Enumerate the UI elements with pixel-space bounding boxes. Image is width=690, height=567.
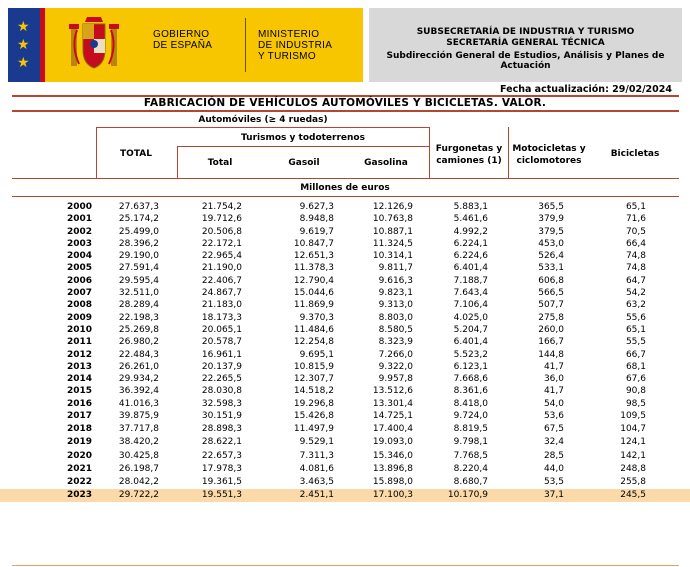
- cell-value: 8.418,0: [453, 398, 488, 409]
- cell-value: 15.426,8: [293, 411, 334, 422]
- cell-value: 11.378,3: [293, 263, 334, 274]
- cell-value: 7.266,0: [378, 349, 413, 360]
- col-header-furgonetas: Furgonetas y camiones (1): [435, 144, 503, 166]
- cell-value: 144,8: [538, 349, 564, 360]
- row-year: 2008: [66, 300, 92, 311]
- cell-value: 9.823,1: [378, 288, 413, 299]
- cell-value: 29.190,0: [118, 251, 159, 262]
- cell-value: 41,7: [543, 361, 564, 372]
- cell-value: 3.463,5: [299, 476, 334, 487]
- page-title: FABRICACIÓN DE VEHÍCULOS AUTOMÓVILES Y BICICLETAS. VALOR.: [143, 97, 547, 109]
- row-year: 2019: [66, 437, 92, 448]
- ministry-name: MINISTERIO DE INDUSTRIA Y TURISMO: [258, 29, 333, 62]
- cell-value: 24.867,7: [201, 288, 242, 299]
- cell-value: 6.224,6: [453, 251, 488, 262]
- cell-value: 29.595,4: [118, 275, 159, 286]
- cell-value: 30.425,8: [118, 450, 159, 461]
- cell-value: 8.361,6: [453, 386, 488, 397]
- cell-value: 53,6: [543, 411, 564, 422]
- cell-value: 13.896,8: [372, 463, 413, 474]
- cell-value: 66,4: [625, 238, 646, 249]
- cell-value: 12.307,7: [293, 374, 334, 385]
- cell-value: 7.188,7: [453, 275, 488, 286]
- cell-value: 54,0: [543, 398, 564, 409]
- cell-value: 12.254,8: [293, 337, 334, 348]
- cell-value: 28,5: [543, 450, 564, 461]
- cell-value: 39.875,9: [118, 411, 159, 422]
- cell-value: 28.396,2: [118, 238, 159, 249]
- cell-value: 98,5: [625, 398, 646, 409]
- cell-value: 22.172,1: [201, 238, 242, 249]
- cell-value: 11.497,9: [293, 424, 334, 435]
- cell-value: 20.506,8: [201, 226, 242, 237]
- cell-value: 142,1: [620, 450, 646, 461]
- cell-value: 26.198,7: [118, 463, 159, 474]
- header-line: [96, 127, 430, 128]
- star-icon: ★: [17, 19, 30, 35]
- cell-value: 71,6: [625, 214, 646, 225]
- table-row: [0, 213, 690, 225]
- cell-value: 9.627,3: [299, 202, 334, 212]
- cell-value: 104,7: [620, 424, 646, 435]
- row-year: 2000: [66, 202, 92, 212]
- star-icon: ★: [17, 37, 30, 53]
- cell-value: 17.100,3: [372, 490, 413, 501]
- cell-value: 67,6: [625, 374, 646, 385]
- cell-value: 365,5: [538, 202, 564, 212]
- cell-value: 19.296,8: [293, 398, 334, 409]
- cell-value: 22.965,4: [201, 251, 242, 262]
- cell-value: 5.883,1: [453, 202, 488, 212]
- table-row: [0, 238, 690, 250]
- row-year: 2002: [66, 226, 92, 237]
- cell-value: 25.174,2: [118, 214, 159, 225]
- secretaria-label: SECRETARÍA GENERAL TÉCNICA: [446, 38, 605, 48]
- cell-value: 41,7: [543, 386, 564, 397]
- subsecretaria-label: SUBSECRETARÍA DE INDUSTRIA Y TURISMO: [416, 27, 635, 37]
- cell-value: 8.323,9: [378, 337, 413, 348]
- cell-value: 124,1: [620, 437, 646, 448]
- cell-value: 18.173,3: [201, 312, 242, 323]
- cell-value: 17.978,3: [201, 463, 242, 474]
- col-header-motocicletas: Motocicletas y ciclomotores: [512, 144, 586, 166]
- cell-value: 14.518,2: [293, 386, 334, 397]
- cell-value: 55,6: [625, 312, 646, 323]
- cell-value: 20.137,9: [201, 361, 242, 372]
- cell-value: 9.811,7: [378, 263, 413, 274]
- cell-value: 166,7: [538, 337, 564, 348]
- cell-value: 10.170,9: [447, 490, 488, 501]
- coat-of-arms-icon: [69, 16, 119, 74]
- cell-value: 533,1: [538, 263, 564, 274]
- cell-value: 19.093,0: [372, 437, 413, 448]
- cell-value: 10.815,9: [293, 361, 334, 372]
- cell-value: 55,5: [625, 337, 646, 348]
- subdireccion-label: Subdirección General de Estudios, Análisis y Planes de Actuación: [386, 51, 665, 71]
- table-row: [0, 410, 690, 423]
- cell-value: 36.392,4: [118, 386, 159, 397]
- col-header-bicicletas: Bicicletas: [610, 149, 660, 159]
- col-header-total: TOTAL: [120, 149, 152, 159]
- table-row: [0, 361, 690, 373]
- cell-value: 64,7: [625, 275, 646, 286]
- cell-value: 28.898,3: [201, 424, 242, 435]
- cell-value: 19.551,3: [201, 490, 242, 501]
- cell-value: 74,8: [625, 263, 646, 274]
- table-row: [0, 201, 690, 213]
- table-row: [0, 385, 690, 397]
- cell-value: 9.529,1: [299, 437, 334, 448]
- cell-value: 245,5: [620, 490, 646, 501]
- col-header-t-total: Total: [207, 158, 233, 168]
- cell-value: 248,8: [620, 463, 646, 474]
- update-date: Fecha actualización: 29/02/2024: [500, 84, 672, 95]
- cell-value: 22.484,3: [118, 349, 159, 360]
- cell-value: 54,2: [625, 288, 646, 299]
- cell-value: 8.819,5: [453, 424, 488, 435]
- table-row: [0, 398, 690, 410]
- cell-value: 21.754,2: [201, 202, 242, 212]
- row-year: 2018: [66, 424, 92, 435]
- cell-value: 11.869,9: [293, 300, 334, 311]
- cell-value: 5.523,2: [453, 349, 488, 360]
- row-year: 2012: [66, 349, 92, 360]
- units-label: Millones de euros: [300, 183, 390, 193]
- cell-value: 38.420,2: [118, 437, 159, 448]
- cell-value: 526,4: [538, 251, 564, 262]
- cell-value: 255,8: [620, 476, 646, 487]
- cell-value: 12.126,9: [372, 202, 413, 212]
- table-row: [0, 226, 690, 238]
- table-row: [0, 336, 690, 348]
- cell-value: 44,0: [543, 463, 564, 474]
- cell-value: 8.803,0: [378, 312, 413, 323]
- cell-value: 13.301,4: [372, 398, 413, 409]
- cell-value: 9.370,3: [299, 312, 334, 323]
- cell-value: 68,1: [625, 361, 646, 372]
- cell-value: 21.190,0: [201, 263, 242, 274]
- units-rule: [12, 196, 679, 197]
- cell-value: 32,4: [543, 437, 564, 448]
- row-year: 2023: [66, 490, 92, 501]
- cell-value: 8.220,4: [453, 463, 488, 474]
- cell-value: 53,5: [543, 476, 564, 487]
- cell-value: 32.598,3: [201, 398, 242, 409]
- row-year: 2021: [66, 463, 92, 474]
- table-row: [0, 476, 690, 489]
- cell-value: 16.961,1: [201, 349, 242, 360]
- row-year: 2016: [66, 398, 92, 409]
- cell-value: 65,1: [625, 324, 646, 335]
- cell-value: 7.311,3: [299, 450, 334, 461]
- table-row: [0, 299, 690, 311]
- cell-value: 11.484,6: [293, 324, 334, 335]
- cell-value: 15.898,0: [372, 476, 413, 487]
- cell-value: 260,0: [538, 324, 564, 335]
- table-row: [0, 312, 690, 324]
- cell-value: 15.044,6: [293, 288, 334, 299]
- cell-value: 2.451,1: [299, 490, 334, 501]
- cell-value: 8.580,5: [378, 324, 413, 335]
- cell-value: 6.224,1: [453, 238, 488, 249]
- cell-value: 67,5: [543, 424, 564, 435]
- cell-value: 9.619,7: [299, 226, 334, 237]
- cell-value: 22.657,3: [201, 450, 242, 461]
- row-year: 2006: [66, 275, 92, 286]
- cell-value: 8.680,7: [453, 476, 488, 487]
- cell-value: 20.065,1: [201, 324, 242, 335]
- table-row: [0, 324, 690, 336]
- cell-value: 28.042,2: [118, 476, 159, 487]
- cell-value: 28.030,8: [201, 386, 242, 397]
- cell-value: 10.314,1: [372, 251, 413, 262]
- cell-value: 4.081,6: [299, 463, 334, 474]
- cell-value: 21.183,0: [201, 300, 242, 311]
- cell-value: 36,0: [543, 374, 564, 385]
- bottom-rule: [12, 565, 679, 566]
- row-year: 2009: [66, 312, 92, 323]
- row-year: 2011: [66, 337, 92, 348]
- row-year: 2022: [66, 476, 92, 487]
- banner-background: [45, 8, 363, 82]
- table-row: [0, 349, 690, 361]
- cell-value: 9.616,3: [378, 275, 413, 286]
- government-banner: [8, 8, 363, 82]
- col-header-gasoil: Gasoil: [288, 158, 320, 168]
- table-row: [0, 373, 690, 385]
- cell-value: 6.401,4: [453, 263, 488, 274]
- col-header-gasolina: Gasolina: [364, 158, 408, 168]
- cell-value: 22.198,3: [118, 312, 159, 323]
- cell-value: 37,1: [543, 490, 564, 501]
- star-icon: ★: [17, 55, 30, 71]
- cell-value: 26.980,2: [118, 337, 159, 348]
- cell-value: 10.763,8: [372, 214, 413, 225]
- row-year: 2007: [66, 288, 92, 299]
- cell-value: 30.151,9: [201, 411, 242, 422]
- cell-value: 9.798,1: [453, 437, 488, 448]
- cell-value: 26.261,0: [118, 361, 159, 372]
- row-year: 2013: [66, 361, 92, 372]
- cell-value: 14.725,1: [372, 411, 413, 422]
- row-year: 2017: [66, 411, 92, 422]
- banner-divider: [245, 18, 246, 72]
- cell-value: 8.948,8: [299, 214, 334, 225]
- cell-value: 70,5: [625, 226, 646, 237]
- cell-value: 7.768,5: [453, 450, 488, 461]
- cell-value: 19.361,5: [201, 476, 242, 487]
- group-header-turismos: Turismos y todoterrenos: [241, 133, 365, 143]
- header-line: [177, 146, 430, 147]
- row-year: 2020: [66, 450, 92, 461]
- cell-value: 74,8: [625, 251, 646, 262]
- cell-value: 66,7: [625, 349, 646, 360]
- cell-value: 606,8: [538, 275, 564, 286]
- table-row: [0, 489, 690, 502]
- row-year: 2015: [66, 386, 92, 397]
- cell-value: 453,0: [538, 238, 564, 249]
- cell-value: 10.887,1: [372, 226, 413, 237]
- table-row: [0, 287, 690, 299]
- cell-value: 22.265,5: [201, 374, 242, 385]
- cell-value: 6.123,1: [453, 361, 488, 372]
- row-year: 2001: [66, 214, 92, 225]
- cell-value: 5.461,6: [453, 214, 488, 225]
- cell-value: 20.578,7: [201, 337, 242, 348]
- cell-value: 27.637,3: [118, 202, 159, 212]
- cell-value: 379,9: [538, 214, 564, 225]
- cell-value: 5.204,7: [453, 324, 488, 335]
- cell-value: 10.847,7: [293, 238, 334, 249]
- cell-value: 37.717,8: [118, 424, 159, 435]
- group-header-autos: Automóviles (≥ 4 ruedas): [198, 115, 328, 125]
- cell-value: 7.643,4: [453, 288, 488, 299]
- row-year: 2004: [66, 251, 92, 262]
- cell-value: 29.934,2: [118, 374, 159, 385]
- data-table: [0, 201, 690, 502]
- government-name: GOBIERNO DE ESPAÑA: [153, 29, 213, 51]
- cell-value: 90,8: [625, 386, 646, 397]
- cell-value: 32.511,0: [118, 288, 159, 299]
- table-row: [0, 275, 690, 287]
- cell-value: 11.324,5: [372, 238, 413, 249]
- table-row: [0, 423, 690, 436]
- table-row: [0, 450, 690, 463]
- cell-value: 9.724,0: [453, 411, 488, 422]
- department-box: [369, 8, 682, 82]
- cell-value: 9.322,0: [378, 361, 413, 372]
- cell-value: 28.289,4: [118, 300, 159, 311]
- cell-value: 22.406,7: [201, 275, 242, 286]
- cell-value: 28.622,1: [201, 437, 242, 448]
- cell-value: 25.499,0: [118, 226, 159, 237]
- cell-value: 63,2: [625, 300, 646, 311]
- table-row: [0, 436, 690, 449]
- table-row: [0, 463, 690, 476]
- cell-value: 19.712,6: [201, 214, 242, 225]
- cell-value: 12.651,3: [293, 251, 334, 262]
- cell-value: 25.269,8: [118, 324, 159, 335]
- cell-value: 6.401,4: [453, 337, 488, 348]
- cell-value: 9.957,8: [378, 374, 413, 385]
- cell-value: 17.400,4: [372, 424, 413, 435]
- row-year: 2010: [66, 324, 92, 335]
- cell-value: 15.346,0: [372, 450, 413, 461]
- cell-value: 566,5: [538, 288, 564, 299]
- cell-value: 13.512,6: [372, 386, 413, 397]
- row-year: 2014: [66, 374, 92, 385]
- row-year: 2005: [66, 263, 92, 274]
- cell-value: 9.695,1: [299, 349, 334, 360]
- cell-value: 27.591,4: [118, 263, 159, 274]
- eu-flag-strip: [8, 8, 45, 82]
- cell-value: 4.025,0: [453, 312, 488, 323]
- cell-value: 4.992,2: [453, 226, 488, 237]
- cell-value: 41.016,3: [118, 398, 159, 409]
- cell-value: 12.790,4: [293, 275, 334, 286]
- cell-value: 275,8: [538, 312, 564, 323]
- cell-value: 507,7: [538, 300, 564, 311]
- cell-value: 379,5: [538, 226, 564, 237]
- table-row: [0, 250, 690, 262]
- cell-value: 109,5: [620, 411, 646, 422]
- header-bottom-rule: [12, 178, 679, 179]
- table-row: [0, 262, 690, 274]
- cell-value: 65,1: [625, 202, 646, 212]
- title-rule: [12, 110, 679, 112]
- cell-value: 7.106,4: [453, 300, 488, 311]
- row-year: 2003: [66, 238, 92, 249]
- cell-value: 29.722,2: [118, 490, 159, 501]
- cell-value: 9.313,0: [378, 300, 413, 311]
- cell-value: 7.668,6: [453, 374, 488, 385]
